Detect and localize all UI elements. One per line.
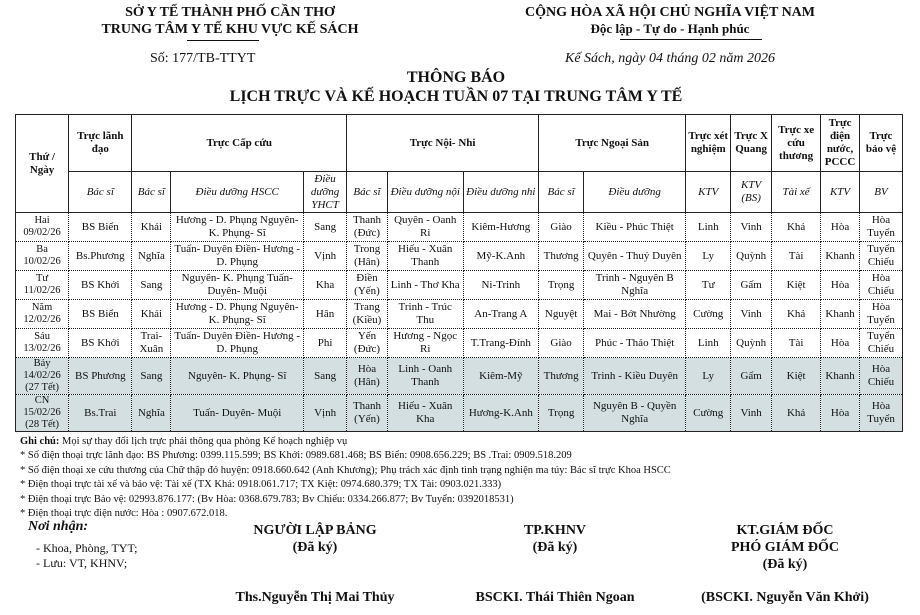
day-cell [16, 329, 69, 358]
notice-title: THÔNG BÁO [406, 69, 506, 86]
recipient-item: - Khoa, Phòng, TYT; [36, 541, 138, 555]
duty-cell: BS Khởi [69, 329, 132, 358]
day-day: Sáu [34, 331, 50, 342]
duty-cell: Trinh - Kiều Duyên [584, 358, 686, 395]
note-line: * Điện thoại trực Bảo vệ: 02993.876.177: (Bv Hòa: 0368.679.783; Bv Chiếu: 0334.266.877; Bv Tuyển: 0392018531) [20, 493, 514, 505]
duty-cell: Khả [772, 213, 821, 242]
duty-cell: Nguyệt [539, 300, 584, 329]
duty-cell: Trai- Xuân [132, 329, 171, 358]
duty-cell: Hiếu - Xuân Kha [387, 395, 463, 432]
day-date: 13/02/26 [23, 343, 61, 354]
day-day: Bảy [33, 358, 51, 369]
duty-cell: Bs.Phương [69, 242, 132, 271]
duty-cell: Khanh [821, 242, 860, 271]
signature-status: (Đã ký) [532, 540, 578, 555]
table-row [16, 329, 903, 358]
national-header [500, 4, 840, 37]
national-motto: Độc lập - Tự do - Hạnh phúc [590, 21, 750, 36]
duty-cell: Nguyên- K. Phụng Tuấn- Duyên- Muội [171, 271, 304, 300]
duty-cell: Linh [686, 329, 731, 358]
duty-cell: Linh [686, 213, 731, 242]
note-line: * Điện thoại trực điện nước: Hòa : 0907.672.018. [20, 508, 228, 520]
duty-cell: Quyên - Oanh Ri [387, 213, 463, 242]
duty-cell: Tuấn- Duyên Điền- Hương - D. Phụng [171, 242, 304, 271]
signature-block-khnv [490, 522, 620, 556]
duty-cell: Khả [772, 395, 821, 432]
subheader: Bác sĩ [347, 172, 388, 213]
day-cell [16, 358, 69, 395]
signature-name-preparer: Ths.Nguyễn Thị Mai Thủy [235, 590, 395, 605]
header-row-groups [16, 115, 903, 172]
signature-name-director: (BSCKI. Nguyễn Văn Khởi) [701, 590, 869, 605]
duty-cell: Thương [539, 242, 584, 271]
duty-cell: Ni-Trinh [463, 271, 539, 300]
day-cell [16, 213, 69, 242]
duty-cell: BS Khởi [69, 271, 132, 300]
duty-cell: Khanh [821, 300, 860, 329]
day-date: 15/02/26 [23, 407, 61, 418]
duty-cell: Phúc - Thảo Thiệt [584, 329, 686, 358]
col-xray: Trực X Quang [731, 115, 772, 172]
duty-cell: Ly [686, 242, 731, 271]
signature-block-preparer [225, 522, 405, 556]
day-date: 12/02/26 [23, 314, 61, 325]
notes-main [20, 435, 671, 449]
duty-cell: Trọng [539, 271, 584, 300]
col-surgery-obstetrics: Trực Ngoại Sản [539, 115, 686, 172]
duty-cell: Cường [686, 300, 731, 329]
day-day: Hai [34, 215, 50, 226]
table-row [16, 242, 903, 271]
day-cell [16, 300, 69, 329]
signature-title: KT.GIÁM ĐỐC [736, 523, 834, 538]
duty-cell: Hiếu - Xuân Thanh [387, 242, 463, 271]
duty-cell: Quỳnh [731, 242, 772, 271]
duty-cell: T.Trang-Đính [463, 329, 539, 358]
duty-cell: Hương - D. Phụng Nguyên- K. Phụng- Sĩ [171, 213, 304, 242]
subheader: Bác sĩ [539, 172, 584, 213]
day-date: 10/02/26 [23, 256, 61, 267]
duty-cell: Mỹ-K.Anh [463, 242, 539, 271]
duty-cell: Gấm [731, 358, 772, 395]
duty-cell: BS Biển [69, 300, 132, 329]
duty-cell: Kiệt [772, 271, 821, 300]
table-row [16, 395, 903, 432]
day-cell [16, 271, 69, 300]
duty-cell: Trong (Hân) [347, 242, 388, 271]
agency-header [60, 4, 400, 38]
duty-cell: Gấm [731, 271, 772, 300]
col-lab: Trực xét nghiệm [686, 115, 731, 172]
duty-cell: Sang [132, 271, 171, 300]
duty-cell: Nghĩa [132, 242, 171, 271]
agency-underline [187, 40, 259, 41]
day-date: 09/02/26 [23, 227, 61, 238]
notes-section [20, 435, 671, 521]
table-row [16, 271, 903, 300]
duty-schedule-table [15, 114, 903, 432]
signature-title-2: PHÓ GIÁM ĐỐC [730, 540, 840, 555]
subheader: KTV (BS) [731, 172, 772, 213]
duty-cell: Khải [132, 213, 171, 242]
day-cell [16, 395, 69, 432]
note-line: * Số điện thoại trực lãnh đạo: BS Phương: 0399.115.599; BS Khởi: 0989.681.468; BS Biển: 0908.656.229; BS .Trai: 0909.518.209 [20, 450, 572, 462]
duty-cell: Mai - Bớt Nhường [584, 300, 686, 329]
duty-cell: Thanh (Yến) [347, 395, 388, 432]
subheader: Bác sĩ [132, 172, 171, 213]
duty-cell: Tài [772, 329, 821, 358]
duty-cell: Tuấn- Duyên- Muội [171, 395, 304, 432]
duty-cell: Hòa [821, 271, 860, 300]
duty-cell: Vịnh [304, 395, 347, 432]
duty-cell: Khả [772, 300, 821, 329]
note-line: * Điện thoại trực tài xế và bảo vệ: Tài xế (TX Khả: 0918.061.717; TX Kiệt: 0974.680.379; TX Tài: 0903.021.333) [20, 479, 502, 491]
duty-cell: Kiêm-Hương [463, 213, 539, 242]
day-date: 14/02/26 [23, 370, 61, 381]
duty-cell: Khải [132, 300, 171, 329]
duty-cell: Hương - Ngọc Ri [387, 329, 463, 358]
duty-cell: Quỳnh [731, 329, 772, 358]
subheader: Điều dưỡng [584, 172, 686, 213]
day-cell [16, 242, 69, 271]
day-date: 11/02/26 [23, 285, 61, 296]
notes-label: Ghi chú: [20, 436, 60, 447]
agency-name: TRUNG TÂM Y TẾ KHU VỰC KẾ SÁCH [101, 22, 359, 37]
document-number: Số: 177/TB-TTYT [150, 51, 256, 66]
subheader: Bác sĩ [69, 172, 132, 213]
duty-cell: BS Biển [69, 213, 132, 242]
duty-cell: Hòa [821, 395, 860, 432]
col-internal-pediatrics: Trực Nội- Nhi [347, 115, 539, 172]
duty-cell: Hương - D. Phụng Nguyên- K. Phụng- Sĩ [171, 300, 304, 329]
duty-cell: Linh - Oanh Thanh [387, 358, 463, 395]
duty-cell: Hòa Chiếu [859, 271, 902, 300]
signature-status: (Đã ký) [762, 557, 808, 572]
recipients-label: Nơi nhận: [28, 519, 89, 534]
duty-cell: Hòa Tuyển [859, 300, 902, 329]
duty-cell: Hòa Chiếu [859, 358, 902, 395]
duty-cell: Kha [304, 271, 347, 300]
subheader: KTV [821, 172, 860, 213]
agency-parent: SỞ Y TẾ THÀNH PHỐ CẦN THƠ [125, 5, 335, 20]
table-row [16, 358, 903, 395]
duty-cell: Bs.Trai [69, 395, 132, 432]
duty-cell: Tuyển Chiếu [859, 242, 902, 271]
duty-cell: Sang [304, 358, 347, 395]
col-leader: Trực lãnh đạo [69, 115, 132, 172]
duty-cell: Yến (Đức) [347, 329, 388, 358]
duty-cell: Kiều - Phúc Thiệt [584, 213, 686, 242]
duty-cell: Trinh - Trúc Thu [387, 300, 463, 329]
duty-cell: Trinh - Nguyên B Nghĩa [584, 271, 686, 300]
subheader: KTV [686, 172, 731, 213]
duty-cell: Hòa [821, 329, 860, 358]
duty-cell: Hòa Tuyển [859, 395, 902, 432]
duty-cell: Điền (Yến) [347, 271, 388, 300]
place-date: Kế Sách, ngày 04 tháng 02 năm 2026 [565, 51, 775, 66]
col-emergency: Trực Cấp cứu [132, 115, 347, 172]
notice-subtitle: LỊCH TRỰC VÀ KẾ HOẠCH TUẦN 07 TẠI TRUNG TÂM Y TẾ [229, 88, 683, 105]
duty-cell: Khanh [821, 358, 860, 395]
col-ambulance: Trực xe cứu thương [772, 115, 821, 172]
col-day: Thứ / Ngày [16, 115, 69, 213]
duty-cell: Linh - Thơ Kha [387, 271, 463, 300]
duty-cell: BS Phương [69, 358, 132, 395]
col-utility: Trực điện nước, PCCC [821, 115, 860, 172]
signature-title: TP.KHNV [523, 523, 587, 538]
duty-cell: Trọng [539, 395, 584, 432]
duty-cell: An-Trang A [463, 300, 539, 329]
duty-cell: Cường [686, 395, 731, 432]
duty-cell: Nguyên- K. Phụng- Sĩ [171, 358, 304, 395]
day-day: Tư [36, 273, 49, 284]
day-note: (27 Tết) [25, 382, 60, 393]
subheader: Điều dưỡng nội [387, 172, 463, 213]
duty-cell: Hòa (Hân) [347, 358, 388, 395]
recipient-item: - Lưu: VT, KHNV; [36, 556, 128, 570]
duty-cell: Vịnh [304, 242, 347, 271]
day-day: CN [34, 395, 50, 406]
duty-cell: Giào [539, 329, 584, 358]
duty-cell: Tài [772, 242, 821, 271]
header-row-roles [16, 172, 903, 213]
duty-cell: Vinh [731, 213, 772, 242]
duty-cell: Tư [686, 271, 731, 300]
motto-underline [620, 39, 762, 40]
duty-cell: Thương [539, 358, 584, 395]
recipients-list [36, 541, 137, 571]
duty-cell: Hân [304, 300, 347, 329]
duty-cell: Hòa [821, 213, 860, 242]
subheader: BV [859, 172, 902, 213]
duty-cell: Sang [132, 358, 171, 395]
signature-title: NGƯỜI LẬP BẢNG [253, 523, 377, 538]
duty-cell: Trang (Kiều) [347, 300, 388, 329]
subheader: Điều dưỡng YHCT [304, 172, 347, 213]
duty-cell: Nghĩa [132, 395, 171, 432]
duty-cell: Thanh (Đức) [347, 213, 388, 242]
national-title: CỘNG HÒA XÃ HỘI CHỦ NGHĨA VIỆT NAM [524, 5, 815, 20]
subheader: Tài xế [772, 172, 821, 213]
duty-cell: Nguyên B - Quyền Nghĩa [584, 395, 686, 432]
duty-cell: Vinh [731, 300, 772, 329]
signature-status: (Đã ký) [292, 540, 338, 555]
duty-cell: Sang [304, 213, 347, 242]
note-line: * Số điện thoại xe cứu thương của Chữ thập đỏ huyện: 0918.660.642 (Anh Khương); Phụ trách xác định tình trạng nghiện ma túy: Bác sĩ trực Khoa HSCC [20, 464, 671, 476]
schedule-body [16, 213, 903, 432]
duty-cell: Hương-K.Anh [463, 395, 539, 432]
day-day: Ba [36, 244, 48, 255]
duty-cell: Quyên - Thuỷ Duyên [584, 242, 686, 271]
duty-cell: Tuấn- Duyên Điền- Hương - D. Phụng [171, 329, 304, 358]
duty-cell: Hòa Tuyển [859, 213, 902, 242]
duty-cell: Tuyển Chiếu [859, 329, 902, 358]
table-row [16, 300, 903, 329]
duty-cell: Ly [686, 358, 731, 395]
signature-name-khnv: BSCKI. Thái Thiên Ngoan [475, 590, 635, 605]
day-note: (28 Tết) [25, 419, 60, 430]
signature-block-director [695, 522, 875, 573]
subheader: Điều dưỡng nhi [463, 172, 539, 213]
subheader: Điều dưỡng HSCC [171, 172, 304, 213]
day-day: Năm [31, 302, 53, 313]
table-row [16, 213, 903, 242]
duty-cell: Kiệt [772, 358, 821, 395]
duty-cell: Vinh [731, 395, 772, 432]
col-security: Trực bảo vệ [859, 115, 902, 172]
notes-text: Mọi sự thay đổi lịch trực phải thông qua phòng Kế hoạch nghiệp vụ [59, 436, 348, 447]
duty-cell: Giào [539, 213, 584, 242]
duty-cell: Kiêm-Mỹ [463, 358, 539, 395]
duty-cell: Phi [304, 329, 347, 358]
